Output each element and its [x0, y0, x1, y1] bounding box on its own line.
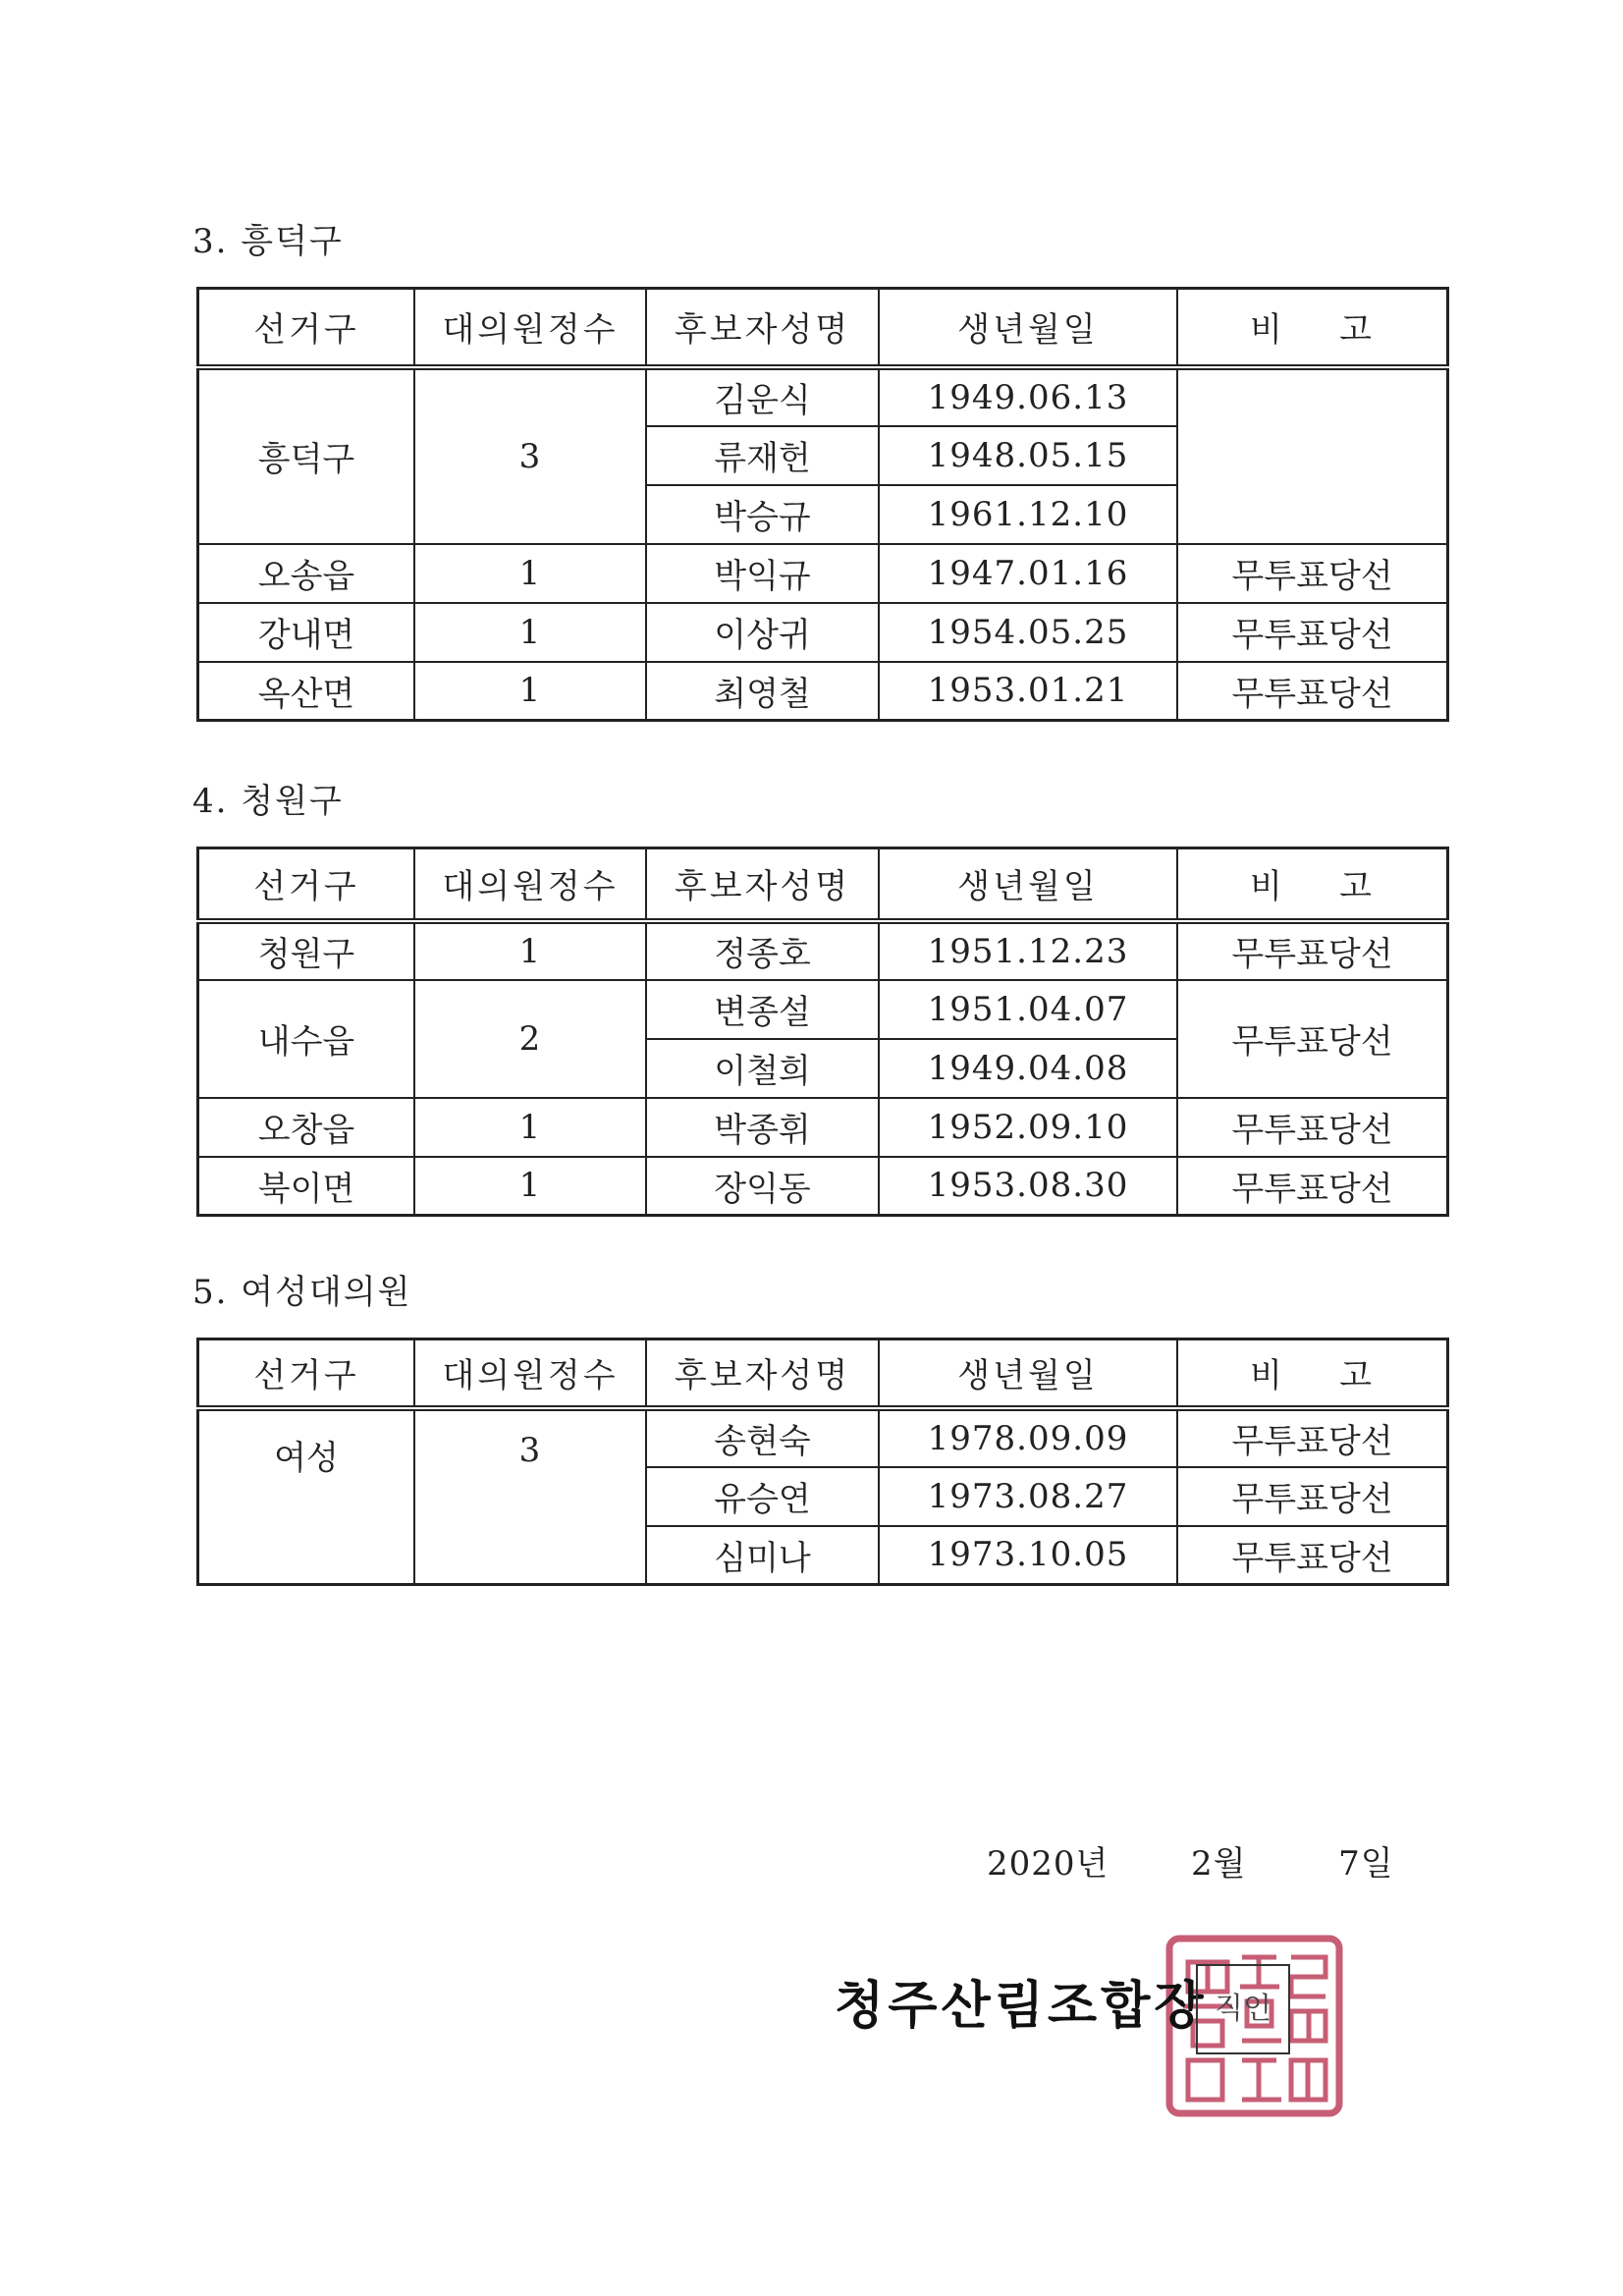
section-title-cheongwon: 4. 청원구: [192, 782, 344, 821]
seats-cell: 1: [414, 603, 646, 662]
header-candidate: 후보자성명: [646, 848, 879, 921]
header-district: 선거구: [198, 289, 415, 367]
signer-name: 청주산림조합장: [835, 1977, 1208, 2036]
header-note: 비 고: [1177, 1339, 1448, 1408]
note-cell: 무투표당선: [1177, 1098, 1448, 1157]
candidate-cell: 정종호: [646, 921, 879, 980]
date-day: 7일: [1338, 1844, 1394, 1884]
birth-cell: 1961.12.10: [879, 485, 1177, 544]
header-district: 선거구: [198, 1339, 415, 1408]
candidate-cell: 박익규: [646, 544, 879, 603]
candidate-cell: 이상귀: [646, 603, 879, 662]
district-cell: 오송읍: [198, 544, 415, 603]
seats-cell: 1: [414, 1098, 646, 1157]
date-year: 2020년: [987, 1844, 1109, 1884]
note-cell: [1177, 367, 1448, 544]
district-cell: 강내면: [198, 603, 415, 662]
candidate-cell: 변종설: [646, 980, 879, 1039]
seats-cell: 3: [414, 367, 646, 544]
table-row: [198, 1157, 1448, 1216]
note-cell: 무투표당선: [1177, 1467, 1448, 1526]
note-cell: 무투표당선: [1177, 921, 1448, 980]
birth-cell: 1953.08.30: [879, 1157, 1177, 1216]
header-candidate: 후보자성명: [646, 1339, 879, 1408]
note-cell: 무투표당선: [1177, 1408, 1448, 1467]
candidate-cell: 박승규: [646, 485, 879, 544]
birth-cell: 1951.04.07: [879, 980, 1177, 1039]
header-candidate: 후보자성명: [646, 289, 879, 367]
header-birth: 생년월일: [879, 1339, 1177, 1408]
note-cell: 무투표당선: [1177, 1526, 1448, 1585]
header-birth: 생년월일: [879, 848, 1177, 921]
district-cell: 오창읍: [198, 1098, 415, 1157]
birth-cell: 1954.05.25: [879, 603, 1177, 662]
table-row: [198, 544, 1448, 603]
candidate-cell: 박종휘: [646, 1098, 879, 1157]
section-title-heungdeok: 3. 흥덕구: [192, 222, 344, 261]
district-cell: 내수읍: [198, 980, 415, 1098]
birth-cell: 1949.06.13: [879, 367, 1177, 426]
seats-cell: 1: [414, 662, 646, 721]
district-cell: 흥덕구: [198, 367, 415, 544]
candidate-cell: 김운식: [646, 367, 879, 426]
birth-cell: 1951.12.23: [879, 921, 1177, 980]
date-month: 2월: [1191, 1844, 1247, 1884]
district-cell: 청원구: [198, 921, 415, 980]
header-note: 비 고: [1177, 848, 1448, 921]
table-row: [198, 980, 1448, 1039]
table-row: [198, 662, 1448, 721]
candidate-cell: 이철희: [646, 1039, 879, 1098]
candidate-cell: 유승연: [646, 1467, 879, 1526]
district-cell: 여성: [198, 1408, 415, 1585]
note-cell: 무투표당선: [1177, 603, 1448, 662]
candidate-cell: 장익동: [646, 1157, 879, 1216]
header-seats: 대의원정수: [414, 1339, 646, 1408]
birth-cell: 1949.04.08: [879, 1039, 1177, 1098]
birth-cell: 1947.01.16: [879, 544, 1177, 603]
candidate-cell: 최영철: [646, 662, 879, 721]
birth-cell: 1973.08.27: [879, 1467, 1177, 1526]
note-cell: 무투표당선: [1177, 544, 1448, 603]
header-district: 선거구: [198, 848, 415, 921]
header-birth: 생년월일: [879, 289, 1177, 367]
table-row: [198, 921, 1448, 980]
seats-cell: 2: [414, 980, 646, 1098]
table-row: [198, 1408, 1448, 1467]
birth-cell: 1953.01.21: [879, 662, 1177, 721]
issue-date: [987, 1836, 1394, 1885]
table-heungdeok: [196, 287, 1449, 722]
table-women: [196, 1338, 1449, 1586]
birth-cell: 1952.09.10: [879, 1098, 1177, 1157]
section-title-women: 5. 여성대의원: [192, 1273, 412, 1312]
table-row: [198, 603, 1448, 662]
seal-label: 직인: [1196, 1964, 1290, 2054]
seats-cell: 1: [414, 544, 646, 603]
birth-cell: 1948.05.15: [879, 426, 1177, 485]
seats-cell: 3: [414, 1408, 646, 1585]
birth-cell: 1978.09.09: [879, 1408, 1177, 1467]
header-seats: 대의원정수: [414, 848, 646, 921]
birth-cell: 1973.10.05: [879, 1526, 1177, 1585]
candidate-cell: 류재헌: [646, 426, 879, 485]
header-seats: 대의원정수: [414, 289, 646, 367]
candidate-cell: 심미나: [646, 1526, 879, 1585]
table-row: [198, 367, 1448, 426]
seats-cell: 1: [414, 1157, 646, 1216]
district-cell: 북이면: [198, 1157, 415, 1216]
note-cell: 무투표당선: [1177, 662, 1448, 721]
district-cell: 옥산면: [198, 662, 415, 721]
table-row: [198, 1098, 1448, 1157]
note-cell: 무투표당선: [1177, 1157, 1448, 1216]
candidate-cell: 송현숙: [646, 1408, 879, 1467]
header-note: 비 고: [1177, 289, 1448, 367]
table-cheongwon: [196, 847, 1449, 1217]
note-cell: 무투표당선: [1177, 980, 1448, 1098]
seats-cell: 1: [414, 921, 646, 980]
